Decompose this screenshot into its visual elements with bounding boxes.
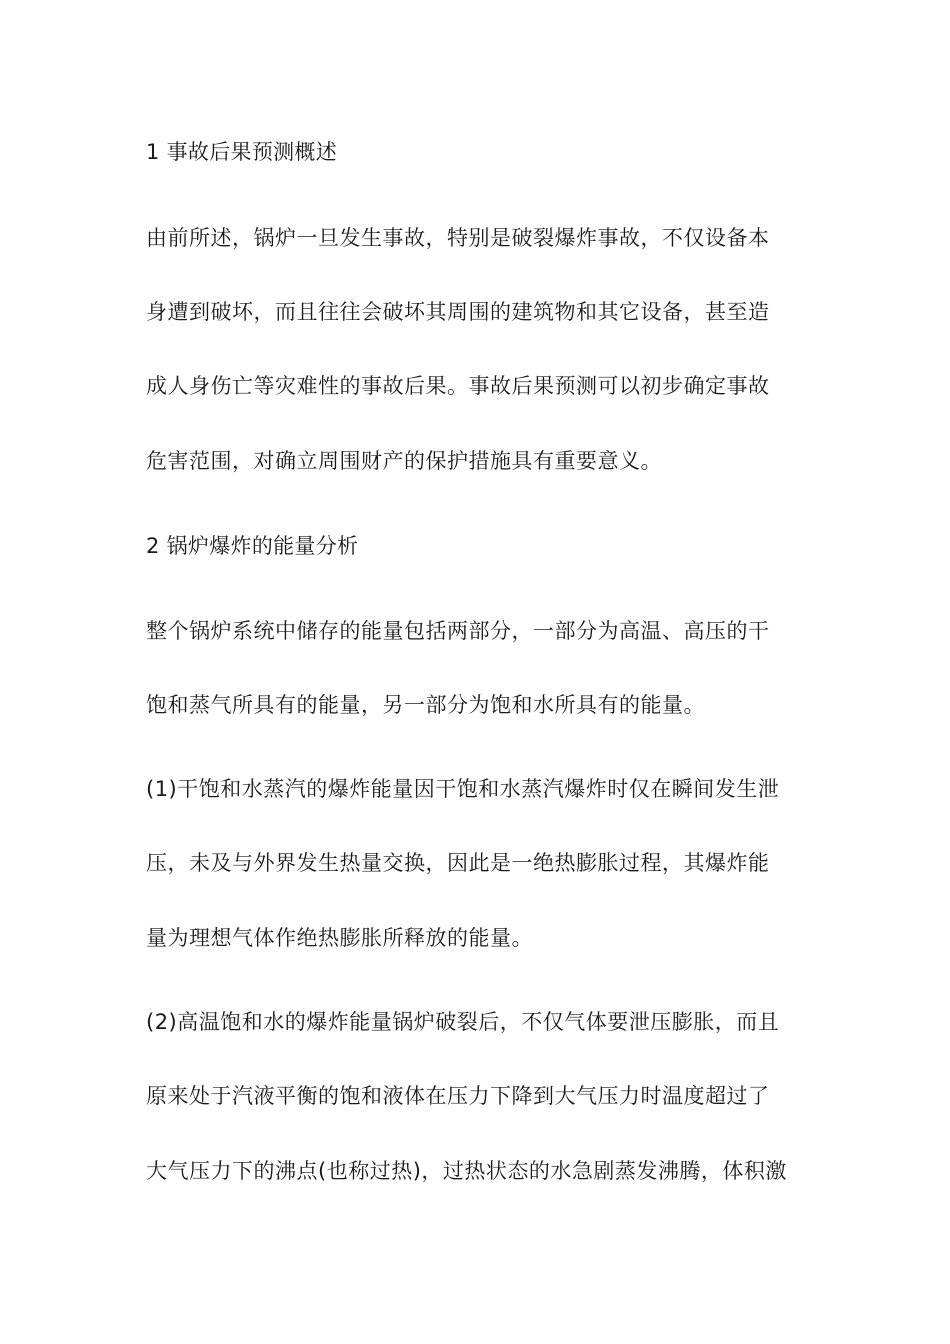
section-1-paragraph-line-2: 身遭到破坏，而且往往会破坏其周围的建筑物和其它设备，甚至造 <box>146 300 770 324</box>
section-1-paragraph-line-3: 成人身伤亡等灾难性的事故后果。事故后果预测可以初步确定事故 <box>146 374 770 398</box>
section-1-paragraph-line-4: 危害范围，对确立周围财产的保护措施具有重要意义。 <box>146 449 662 473</box>
section-2-intro-line-1: 整个锅炉系统中储存的能量包括两部分，一部分为高温、高压的干 <box>146 619 770 643</box>
item-2-line-1: (2)高温饱和水的爆炸能量锅炉破裂后，不仅气体要泄压膨胀，而且 <box>146 1010 780 1034</box>
item-1-line-1: (1)干饱和水蒸汽的爆炸能量因干饱和水蒸汽爆炸时仅在瞬间发生泄 <box>146 777 780 801</box>
section-2-intro-line-2: 饱和蒸气所具有的能量，另一部分为饱和水所具有的能量。 <box>146 693 705 717</box>
item-1-line-2: 压，未及与外界发生热量交换，因此是一绝热膨胀过程，其爆炸能 <box>146 851 770 875</box>
item-2-line-2: 原来处于汽液平衡的饱和液体在压力下降到大气压力时温度超过了 <box>146 1084 770 1108</box>
item-1-line-3: 量为理想气体作绝热膨胀所释放的能量。 <box>146 926 533 950</box>
section-2-heading: 2 锅炉爆炸的能量分析 <box>146 534 359 558</box>
section-1-heading: 1 事故后果预测概述 <box>146 140 338 164</box>
item-2-line-3: 大气压力下的沸点(也称过热)，过热状态的水急剧蒸发沸腾，体积激 <box>146 1159 787 1183</box>
section-1-paragraph-line-1: 由前所述，锅炉一旦发生事故，特别是破裂爆炸事故，不仅设备本 <box>146 226 770 250</box>
